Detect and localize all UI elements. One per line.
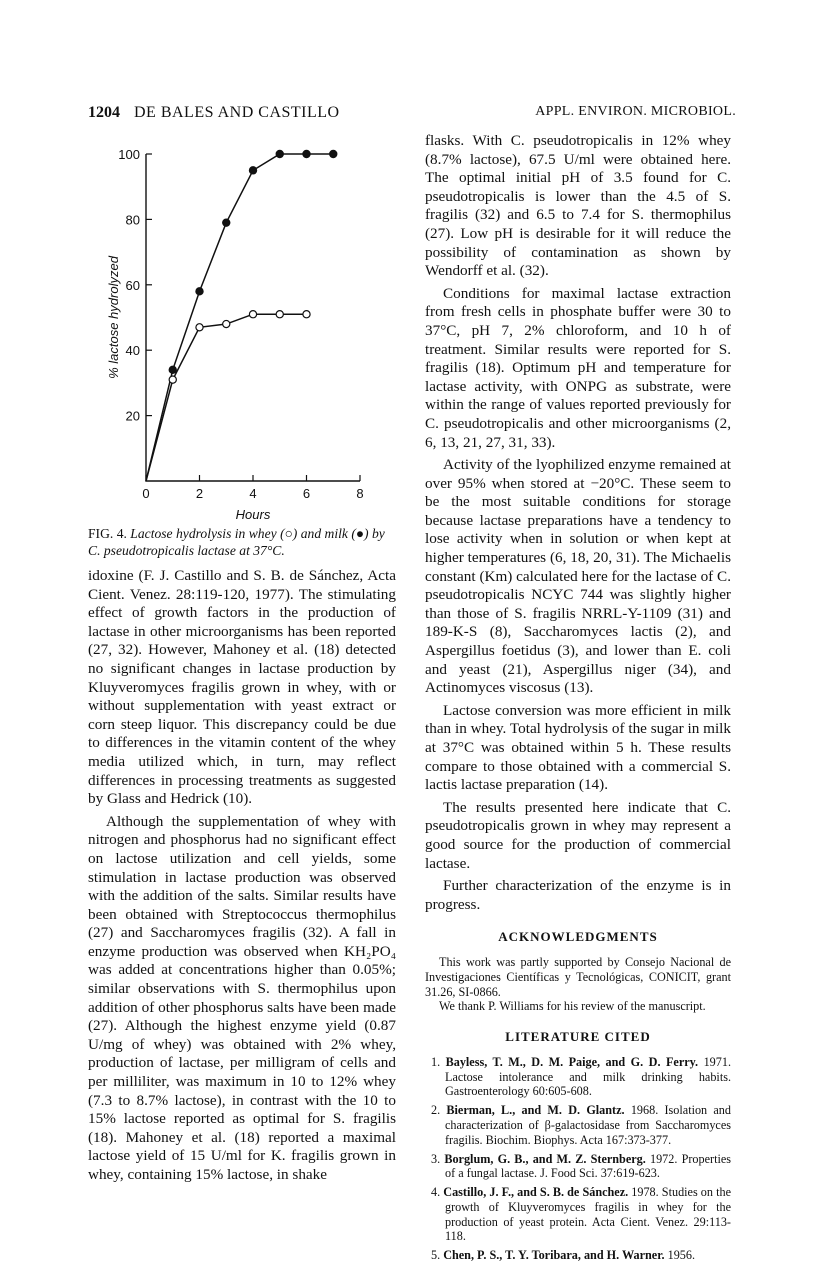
acknowledgments-heading: ACKNOWLEDGMENTS bbox=[498, 929, 658, 945]
y-tick-label: 40 bbox=[125, 343, 140, 359]
y-axis-label: % lactose hydrolyzed bbox=[106, 256, 121, 379]
ref-authors: Borglum, G. B., and M. Z. Sternberg. bbox=[444, 1151, 646, 1166]
paragraph: Further characterization of the enzyme is in progress. bbox=[425, 877, 731, 913]
reference-item bbox=[425, 1103, 731, 1147]
data-point-filled bbox=[169, 366, 176, 373]
journal-abbrev: APPL. ENVIRON. MICROBIOL. bbox=[535, 104, 736, 119]
ack-line: We thank P. Williams for his review of the manuscript. bbox=[439, 999, 706, 1014]
figure-label: FIG. 4. bbox=[88, 526, 127, 541]
paragraph: flasks. With C. pseudotropicalis in 12% whey (8.7% lactose), 67.5 U/ml were obtained here. The optimal initial pH of 3.5 found for C. pseudotropicalis is lower than the 4.5 of S. fragilis (32) and 6.5 to 7.4 for S. thermophilus (27). Low pH is desirable for it will reduce the possibility of contamination as shown by Wendorff et al. (32). bbox=[425, 132, 731, 280]
reference-item bbox=[425, 1152, 731, 1182]
acknowledgments-text bbox=[425, 955, 731, 1014]
x-tick-label: 4 bbox=[249, 486, 257, 501]
left-column bbox=[88, 567, 396, 1185]
series-line-open bbox=[146, 314, 307, 481]
data-point-filled bbox=[249, 167, 256, 174]
data-point-filled bbox=[303, 150, 310, 157]
lactose-hydrolysis-plot bbox=[100, 138, 390, 523]
figure-4-chart bbox=[100, 138, 390, 558]
data-point-open bbox=[169, 376, 176, 383]
ref-number: 2. bbox=[431, 1103, 441, 1118]
page-number: 1204 bbox=[88, 104, 120, 121]
reference-item bbox=[425, 1055, 731, 1099]
ref-authors: Castillo, J. F., and S. B. de Sánchez. bbox=[443, 1185, 629, 1200]
running-authors: DE BALES AND CASTILLO bbox=[134, 104, 340, 121]
ref-details: 1971. Lactose intolerance and milk drinking habits. Gastroenterology 60:605-608. bbox=[445, 1054, 731, 1099]
ack-line: This work was partly supported by Consejo Nacional de Investigaciones Científicas y Tecnológicas, CONICIT, grant 31.26, SI-0866. bbox=[425, 954, 731, 999]
x-tick-label: 6 bbox=[302, 486, 311, 501]
data-point-open bbox=[303, 311, 310, 318]
ref-number: 1. bbox=[431, 1054, 441, 1069]
ref-authors: Bierman, L., and M. D. Glantz. bbox=[446, 1103, 625, 1118]
x-tick-label: 2 bbox=[195, 486, 204, 501]
paragraph: Conditions for maximal lactase extraction from fresh cells in phosphate buffer were 30 to 37°C, pH 7, 2% chloroform, and 10 h of treatment. Similar results were reported for S. fragilis (18). Optimum pH and temperature for lactase activity, with ONPG as substrate, were within the range of values reported previously for C. pseudotropicalis and other microorganisms (2, 6, 13, 21, 27, 31, 33). bbox=[425, 284, 731, 451]
reference-item bbox=[425, 1248, 731, 1263]
ref-number: 5. bbox=[431, 1248, 441, 1263]
data-point-filled bbox=[330, 150, 337, 157]
ref-number: 3. bbox=[431, 1151, 441, 1166]
data-point-open bbox=[223, 320, 230, 327]
ref-details: 1968. Isolation and characterization of β-galactosidase from Saccharomyces fragilis. Biochim. Biophys. Acta 167:373-377. bbox=[445, 1103, 731, 1147]
data-point-filled bbox=[276, 150, 283, 157]
x-tick-label: 8 bbox=[356, 486, 364, 501]
data-point-filled bbox=[223, 219, 230, 226]
paragraph: Lactose conversion was more efficient in milk than in whey. Total hydrolysis of the sugar in milk at 37°C was obtained within 5 h. These results compare to those obtained with a commercial S. lactis lactase preparation (14). bbox=[425, 701, 731, 794]
ref-details: 1956. bbox=[664, 1248, 696, 1263]
running-header bbox=[88, 104, 736, 128]
data-point-open bbox=[196, 324, 203, 331]
y-tick-label: 80 bbox=[125, 212, 140, 228]
ref-authors: Bayless, T. M., D. M. Paige, and G. D. Ferry. bbox=[445, 1054, 699, 1069]
reference-list bbox=[425, 1055, 731, 1263]
y-tick-label: 20 bbox=[125, 408, 140, 424]
right-column bbox=[425, 132, 731, 1267]
data-point-open bbox=[249, 311, 256, 318]
y-tick-label: 100 bbox=[118, 147, 140, 162]
paragraph: Although the supplementation of whey with nitrogen and phosphorus had no significant effect on lactose utilization and cell yields, some stimulation in lactase production was observed with the addition of the salts. Similar results have been obtained with Streptococcus thermophilus (27) and Saccharomyces fragilis (32). A fall in enzyme production was observed when KH₂PO₄ was added at concentrations higher than 0.05%; similar observations with S. thermophilus upon addition of other phosphorus salts have been made (27). Although the highest enzyme yield (0.87 U/mg of whey) was obtained with 2% whey, production of lactase, per milligram of cells and per milliliter, was maximum in 10 to 12% whey (7.3 to 8.7% lactose), in contrast with the 10 to 15% lactose reported as optimal for S. fragilis (18). Mahoney et al. (18) reported a maximal lactose yield of 15 U/ml for K. fragilis grown in whey, containing 15% lactose, in shake bbox=[88, 812, 396, 1183]
y-tick-label: 60 bbox=[125, 277, 140, 293]
data-point-filled bbox=[196, 288, 203, 295]
reference-item bbox=[425, 1185, 731, 1244]
ref-authors: Chen, P. S., T. Y. Toribara, and H. Warner. bbox=[443, 1248, 665, 1263]
figure-caption bbox=[88, 525, 398, 559]
x-tick-label: 0 bbox=[142, 486, 150, 501]
ref-number: 4. bbox=[431, 1185, 441, 1200]
figure-caption-text: Lactose hydrolysis in whey (○) and milk (●) by C. pseudotropicalis lactase at 37°C. bbox=[88, 526, 385, 558]
ref-details: 1972. Properties of a fungal lactase. J. Food Sci. 37:619-623. bbox=[445, 1151, 731, 1181]
literature-cited-heading: LITERATURE CITED bbox=[505, 1029, 651, 1045]
paragraph: idoxine (F. J. Castillo and S. B. de Sánchez, Acta Cient. Venez. 28:119-120, 1977). The stimulating effect of growth factors in the production of lactase in other microorganisms has been reported (27, 32). However, Mahoney et al. (18) detected no significant changes in lactase production by Kluyveromyces fragilis grown in whey, with or without supplementation with yeast extract or corn steep liquor. This discrepancy could be due to differences in the vitamin content of the whey media utilized which, in turn, may reflect differences in processing treatments as suggested by Glass and Hedrick (10). bbox=[88, 567, 396, 808]
ref-details: 1978. Studies on the growth of Kluyveromyces fragilis in whey for the production of yeast protein. Acta Cient. Venez. 29:113-118. bbox=[445, 1185, 731, 1244]
x-axis-label: Hours bbox=[235, 507, 271, 522]
paragraph: The results presented here indicate that C. pseudotropicalis grown in whey may represent a good source for the production of commercial lactase. bbox=[425, 798, 731, 872]
paragraph: Activity of the lyophilized enzyme remained at over 95% when stored at −20°C. These seem to be the most suitable conditions for storage because lactase preparations have a tendency to lose activity when in solution or when kept at higher temperatures (6, 18, 20, 31). The Michaelis constant (Km) calculated here for the lactase of C. pseudotropicalis NCYC 744 was slightly higher than those of S. fragilis NRRL-Y-1109 (31) and 189-K-S (8), Saccharomyces lactis (2), and Aspergillus foetidus (3), and lower than E. coli and yeast (21), Aspergillus niger (34), and Actinomyces viscosus (13). bbox=[425, 456, 731, 697]
data-point-open bbox=[276, 311, 283, 318]
